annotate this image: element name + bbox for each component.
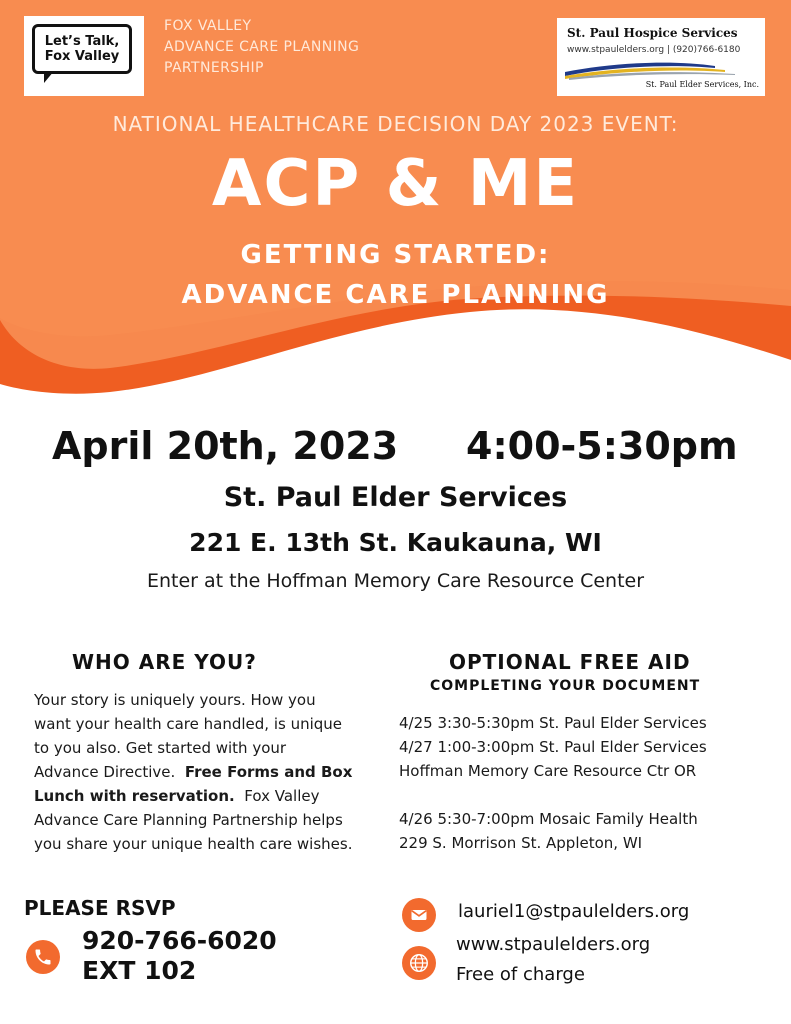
hospice-contact: www.stpaulelders.org | (920)766-6180 <box>567 45 741 55</box>
hospice-swoosh-graphic <box>565 58 755 80</box>
event-date: April 20th, 2023 <box>52 424 399 468</box>
hospice-title: St. Paul Hospice Services <box>567 26 738 40</box>
aid-subheading: COMPLETING YOUR DOCUMENT <box>430 678 701 694</box>
event-time: 4:00-5:30pm <box>466 424 738 468</box>
speech-bubble-tail <box>44 71 54 83</box>
phone-icon <box>26 940 60 974</box>
who-heading: WHO ARE YOU? <box>72 650 257 674</box>
who-line-5-plain: Fox Valley <box>234 787 320 805</box>
globe-icon <box>402 946 436 980</box>
who-line-5 <box>34 784 404 808</box>
logo-line-1: Let’s Talk, <box>44 34 120 49</box>
event-line: NATIONAL HEALTHCARE DECISION DAY 2023 EVENT: <box>112 112 679 136</box>
logo-line-2: Fox Valley <box>44 49 120 64</box>
who-line-4-bold: Free Forms and Box <box>184 763 353 781</box>
who-line-5-bold: Lunch with reservation. <box>34 787 235 805</box>
who-line-6: Advance Care Planning Partnership helps <box>34 811 343 829</box>
page-title: ACP & ME <box>211 147 580 221</box>
aid-list <box>399 711 779 855</box>
partner-name-line-3: PARTNERSHIP <box>164 60 264 76</box>
lets-talk-logo <box>24 16 144 96</box>
venue-entrance: Enter at the Hoffman Memory Care Resource Center <box>146 570 645 592</box>
rsvp-heading: PLEASE RSVP <box>24 896 176 920</box>
hospice-logo <box>557 18 765 96</box>
who-line-7: you share your unique health care wishes. <box>34 835 353 853</box>
subtitle-line-2: ADVANCE CARE PLANNING <box>181 280 610 310</box>
partner-name-line-2: ADVANCE CARE PLANNING <box>164 39 360 55</box>
who-line-1: Your story is uniquely yours. How you <box>34 691 316 709</box>
aid-line: 4/27 1:00-3:00pm St. Paul Elder Services <box>399 738 707 756</box>
aid-line: 229 S. Morrison St. Appleton, WI <box>399 834 643 852</box>
speech-bubble <box>32 24 132 74</box>
who-line-4-plain: Advance Directive. <box>34 763 185 781</box>
subtitle-line-1: GETTING STARTED: <box>240 240 551 270</box>
venue-name: St. Paul Elder Services <box>223 482 568 513</box>
venue-address: 221 E. 13th St. Kaukauna, WI <box>189 528 602 557</box>
email-icon <box>402 898 436 932</box>
aid-line-spacer <box>399 783 779 807</box>
hospice-subtitle: St. Paul Elder Services, Inc. <box>645 80 759 89</box>
partner-name-line-1: FOX VALLEY <box>164 18 252 34</box>
aid-heading: OPTIONAL FREE AID <box>449 650 691 674</box>
partner-name <box>164 16 424 79</box>
who-line-3: to you also. Get started with your <box>34 739 287 757</box>
email-link[interactable]: lauriel1@stpaulelders.org <box>458 901 690 922</box>
who-line-4 <box>34 760 404 784</box>
who-paragraph <box>34 688 404 856</box>
aid-line: 4/25 3:30-5:30pm St. Paul Elder Services <box>399 714 707 732</box>
aid-line: Hoffman Memory Care Resource Ctr OR <box>399 762 697 780</box>
aid-line: 4/26 5:30-7:00pm Mosaic Family Health <box>399 810 698 828</box>
rsvp-phone-link[interactable]: 920-766-6020 <box>82 926 277 955</box>
website-link[interactable]: www.stpaulelders.org <box>456 934 651 955</box>
who-line-2: want your health care handled, is unique <box>34 715 343 733</box>
rsvp-extension: EXT 102 <box>82 956 197 985</box>
cost-note: Free of charge <box>456 964 585 985</box>
